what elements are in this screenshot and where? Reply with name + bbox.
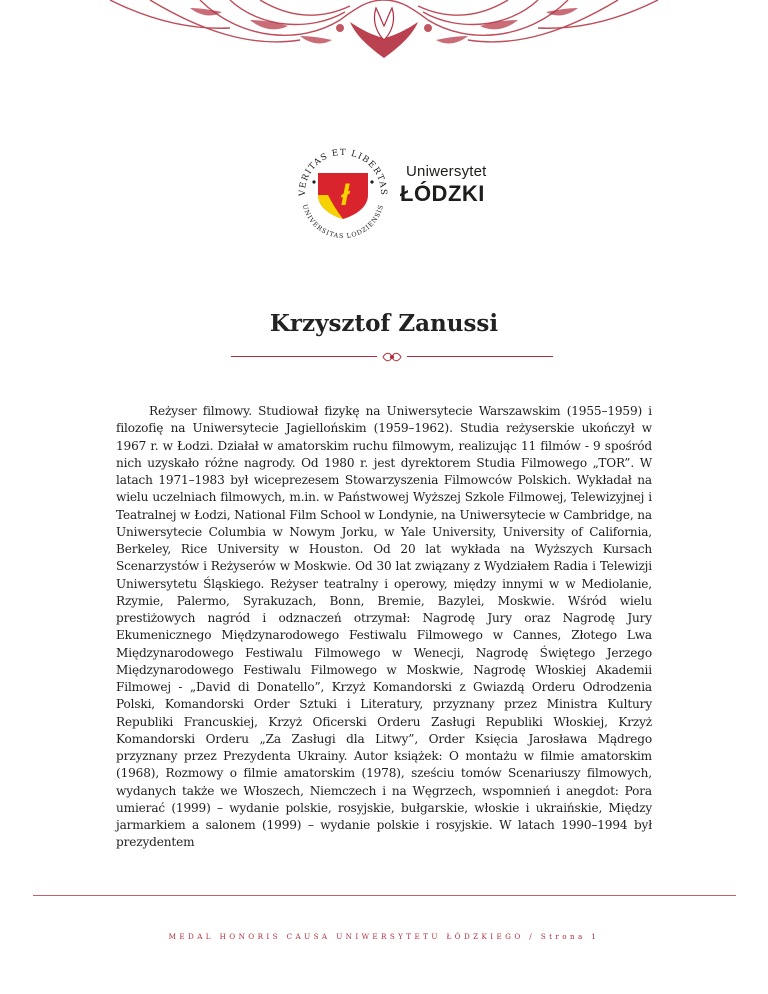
divider-ornament-icon	[382, 350, 402, 364]
title-divider	[231, 350, 553, 364]
biography-paragraph: Reżyser filmowy. Studiował fizykę na Uniwersytecie Warszawskim (1955–1959) i filozofię na Uniwersytecie Jagiellońskim (1959–1962). Studia reżyserskie ukończył w 1967 r. w Łodzi. Działał w amatorskim ruchu filmowym, realizując 11 filmów - 9 spośród nich uzyskało różne nagrody. Od 1980 r. jest dyrektorem Studia Filmowego „TOR”. W latach 1971–1983 był wiceprezesem Stowarzyszenia Filmowców Polskich. Wykładał na wielu uczelniach filmowych, m.in. w Państwowej Wyższej Szkole Filmowej, Telewizyjnej i Teatralnej w Łodzi, National Film School w Londynie, na Uniwersytecie w Cambridge, na Uniwersytecie Columbia w Nowym Jorku, w Yale University, University of California, Berkeley, Rice University w Houston. Od 20 lat wykłada na Wyższych Kursach Scenarzystów i Reżyserów w Moskwie. Od 30 lat związany z Wydziałem Radia i Telewizji Uniwersytetu Śląskiego. Reżyser teatralny i operowy, między innymi w w Mediolanie, Rzymie, Palermo, Syrakuzach, Bonn, Bremie, Bazylei, Moskwie. Wśród wielu prestiżowych nagród i odznaczeń otrzymał: Nagrodę Jury oraz Nagrodę Jury Ekumenicznego Międzynarodowego Festiwalu Filmowego w Cannes, Złotego Lwa Międzynarodowego Festiwalu Filmowego w Wenecji, Nagrodę Świętego Jerzego Międzynarodowego Festiwalu Filmowego w Moskwie, Nagrodę Włoskiej Akademii Filmowej - „David di Donatello”, Krzyż Komandorski z Gwiazdą Orderu Odrodzenia Polski, Komandorski Order Sztuki i Literatury, przyznany przez Ministra Kultury Republiki Francuskiej, Krzyż Oficerski Orderu Zasługi Republiki Włoskiej, Krzyż Komandorski Orderu „Za Zasługi dla Litwy”, Order Księcia Jarosława Mądrego przyznany przez Prezydenta Ukrainy. Autor książek: O montażu w filmie amatorskim (1968), Rozmowy o filmie amatorskim (1978), sześciu tomów Scenariuszy filmowych, wydanych także we Włoszech, Niemczech i na Węgrzech, wspomnień i anegdot: Pora umierać (1999) – wydanie polskie, rosyjskie, bułgarskie, włoskie i ukraińskie, Między jarmarkiem a salonem (1999) – wydanie polskie i rosyjskie. W latach 1990–1994 był prezydentem	[116, 404, 652, 850]
wordmark-line2: ŁÓDZKI	[400, 181, 485, 206]
wordmark-line1: Uniwersytet	[406, 163, 487, 180]
university-wordmark	[400, 163, 487, 207]
seal-motto-top: VERITAS ET LIBERTAS	[297, 147, 389, 197]
decorative-header-ornament	[0, 0, 768, 60]
footer-rule	[33, 895, 736, 896]
university-seal	[288, 135, 398, 245]
page-footer: MEDAL HONORIS CAUSA UNIWERSYTETU ŁÓDZKIEGO / Strona 1	[168, 932, 600, 941]
page-title: Krzysztof Zanussi	[269, 310, 499, 337]
seal-letter: ł	[340, 179, 350, 212]
university-logo	[288, 135, 488, 245]
seal-motto-bottom: UNIVERSITAS LODZIENSIS	[300, 203, 386, 241]
